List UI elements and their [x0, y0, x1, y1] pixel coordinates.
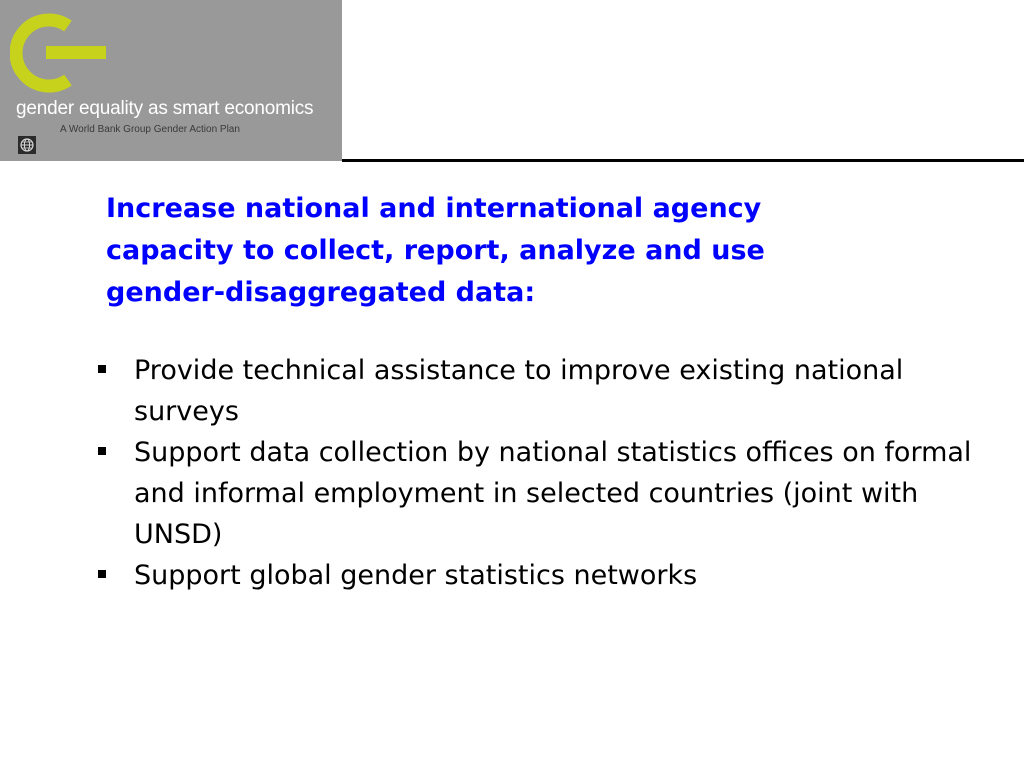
bullet-text: Provide technical assistance to improve existing national surveys — [134, 355, 904, 427]
logo-panel — [0, 0, 342, 161]
slide-heading: Increase national and international agency capacity to collect, report, analyze and use gender-disaggregated data: — [106, 193, 765, 308]
square-bullet-icon — [98, 447, 106, 455]
bullet-text: Support data collection by national statistics offices on formal and informal employment in selected countries (joint with UNSD) — [134, 437, 972, 550]
stylized-g-logo-icon — [10, 10, 106, 96]
world-bank-globe-icon — [18, 136, 36, 154]
bullet-item — [96, 432, 976, 555]
header-divider — [342, 159, 1024, 162]
bullet-list — [96, 350, 976, 596]
bullet-item — [96, 350, 976, 432]
logo-title: gender equality as smart economics — [16, 98, 314, 119]
logo-subtitle: A World Bank Group Gender Action Plan — [60, 124, 240, 135]
square-bullet-icon — [98, 570, 106, 578]
square-bullet-icon — [98, 365, 106, 373]
bullet-item — [96, 555, 976, 596]
bullet-text: Support global gender statistics networks — [134, 560, 698, 591]
